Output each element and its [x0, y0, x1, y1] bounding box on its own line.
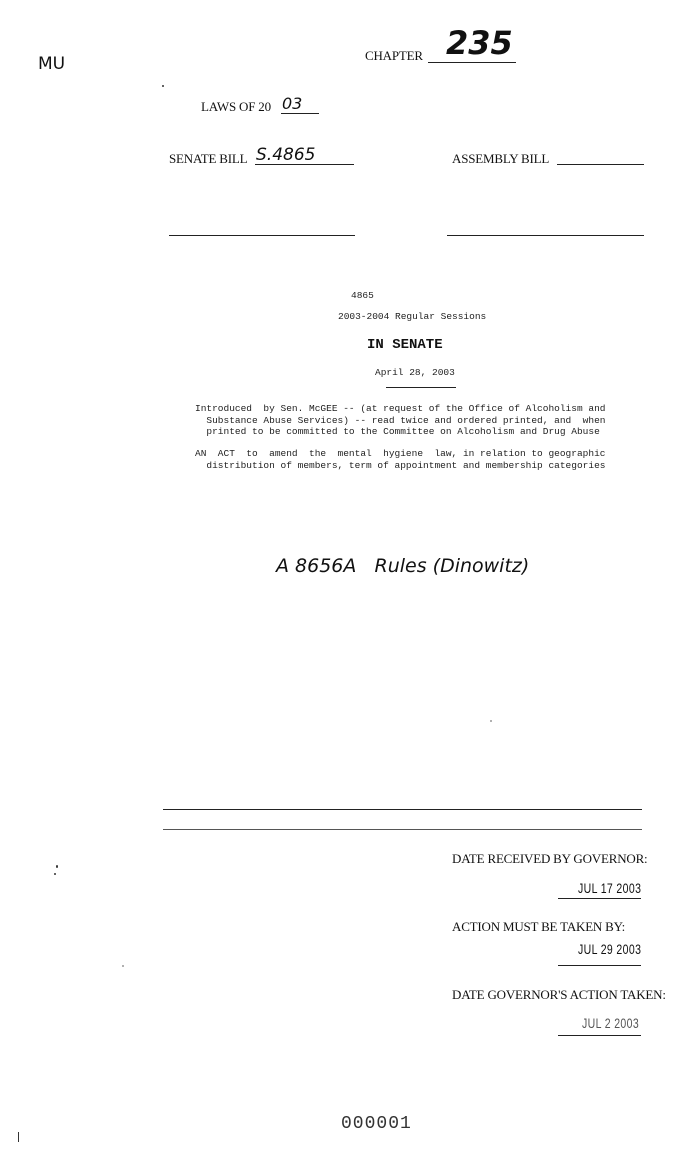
speck-dot: [54, 873, 56, 875]
action-by-stamp: JUL 29 2003: [578, 941, 642, 957]
laws-year: 03: [282, 94, 303, 113]
date-received-stamp: JUL 17 2003: [578, 880, 642, 896]
introduced-line: Introduced by Sen. McGEE -- (at request of the Office of Alcoholism and: [195, 403, 606, 414]
page-number: 000001: [341, 1114, 412, 1134]
senate-bill-label: SENATE BILL: [169, 151, 248, 166]
act-line: distribution of members, term of appointment and membership categories: [195, 459, 606, 471]
speck-dot: [162, 85, 164, 87]
introduced-line: Substance Abuse Services) -- read twice and ordered printed, and when: [195, 414, 606, 426]
chapter-label: CHAPTER: [365, 48, 423, 63]
bill-chamber: IN SENATE: [367, 337, 443, 353]
bill-date: April 28, 2003: [375, 367, 455, 378]
introduced-line: printed to be committed to the Committee on Alcoholism and Drug Abuse: [195, 426, 600, 437]
act-line: AN ACT to amend the mental hygiene law, in relation to geographic: [195, 448, 606, 459]
blank-line-right: [447, 235, 644, 236]
action-taken-underline: [558, 1035, 641, 1036]
bill-session: 2003-2004 Regular Sessions: [338, 311, 487, 322]
margin-note: MU: [38, 54, 66, 74]
assembly-bill-underline: [557, 164, 644, 165]
chapter-underline: [428, 62, 516, 63]
chapter-number: 235: [446, 24, 513, 62]
speck-dot: [56, 865, 58, 868]
speck-dot: [490, 720, 492, 722]
corner-mark: [18, 1132, 19, 1142]
separator-rule-top: [163, 809, 642, 810]
assembly-bill-label: ASSEMBLY BILL: [452, 151, 550, 166]
act-block: [195, 448, 605, 471]
senate-bill-number: S.4865: [256, 145, 316, 165]
action-by-underline: [558, 965, 641, 966]
introduced-block: [195, 403, 605, 438]
action-taken-label: DATE GOVERNOR'S ACTION TAKEN:: [452, 987, 666, 1002]
separator-rule-bottom: [163, 829, 642, 830]
laws-underline: [281, 113, 319, 114]
date-received-underline: [558, 898, 641, 899]
date-rule: [386, 387, 456, 388]
speck-dot: [122, 965, 124, 967]
blank-line-left: [169, 235, 355, 236]
action-by-label: ACTION MUST BE TAKEN BY:: [452, 919, 626, 934]
handwritten-annotation: A 8656A Rules (Dinowitz): [276, 555, 530, 577]
laws-label: LAWS OF 20: [201, 99, 271, 114]
action-taken-stamp: JUL 2 2003: [582, 1015, 640, 1031]
date-received-label: DATE RECEIVED BY GOVERNOR:: [452, 851, 648, 866]
bill-number: 4865: [351, 290, 374, 301]
